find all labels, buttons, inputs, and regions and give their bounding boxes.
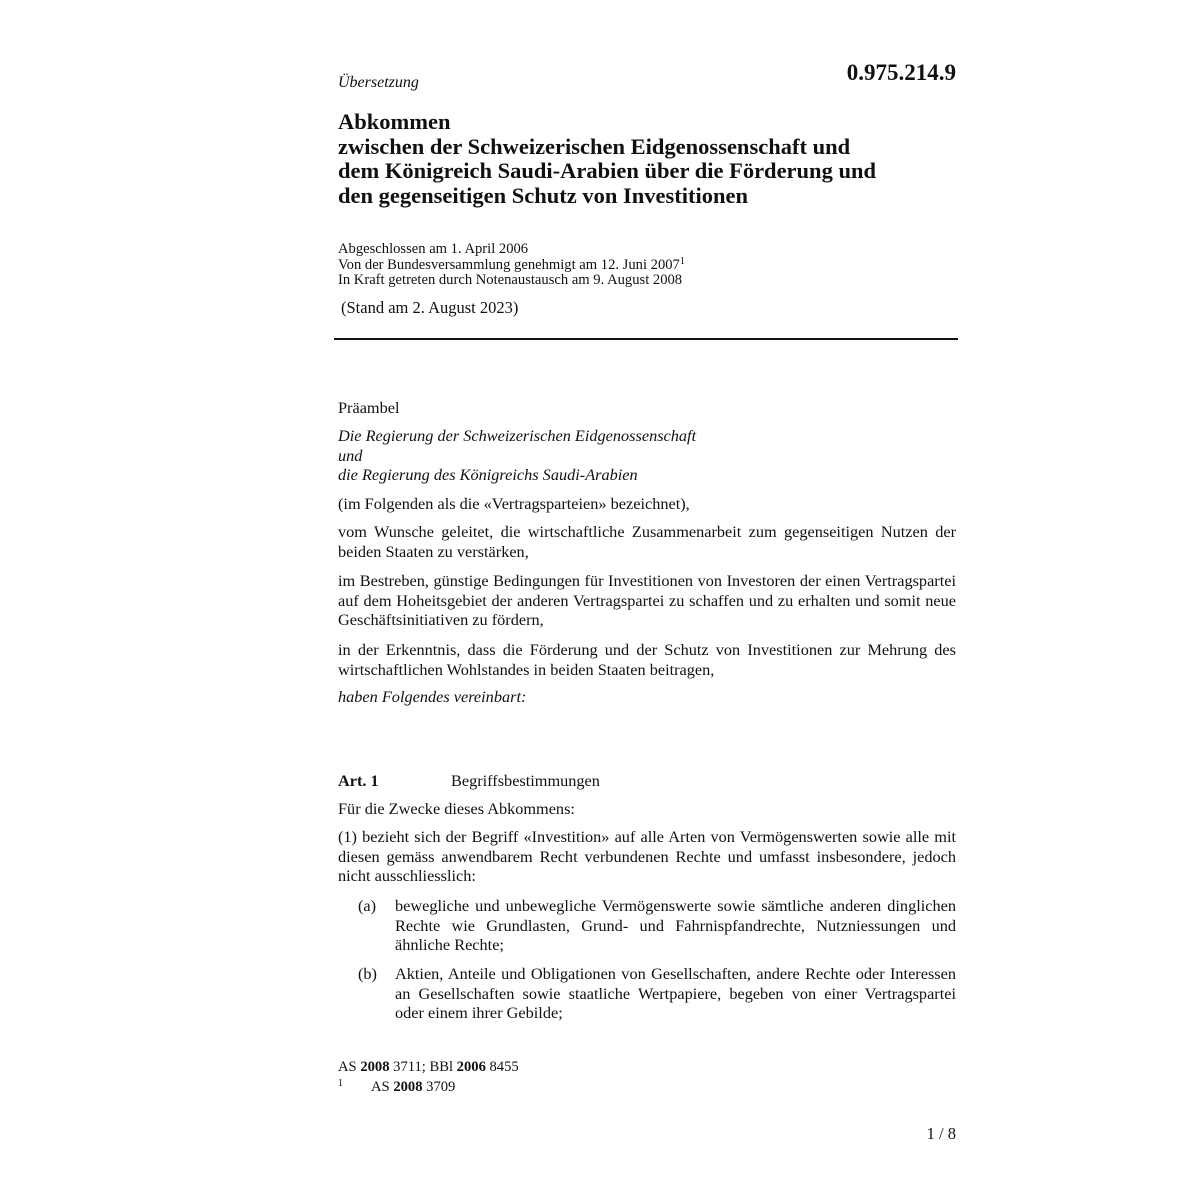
government-line: und	[338, 445, 363, 465]
title-line: den gegenseitigen Schutz von Investitionen	[338, 182, 749, 208]
government-line: Die Regierung der Schweizerischen Eidgenossenschaft	[338, 426, 697, 445]
document-title	[338, 110, 978, 208]
preamble-wish: vom Wunsche geleitet, die wirtschaftliche Zusammenarbeit zum gegenseitigen Nutzen der beiden Staaten zu verstärken,	[338, 522, 956, 561]
approval-line	[338, 255, 685, 274]
list-item-label: (a)	[358, 896, 377, 915]
article-heading	[338, 771, 600, 791]
ref-as-prefix: AS	[338, 1059, 361, 1075]
document-metadata	[338, 242, 685, 289]
list-item-text: Aktien, Anteile und Obligationen von Gesellschaften, andere Rechte oder Interessen an Gesellschaften sowie staatliche Wertpapiere, begeben von einer Vertragspartei oder einem ihrer Gebilde;	[395, 964, 956, 1022]
definition-investment: (1) bezieht sich der Begriff «Investition» auf alle Arten von Vermögenswerten sowie alle mit diesen gemäss anwendbarem Recht verbundenen Rechte und umfasst insbesondere, jedoch nicht ausschliesslich:	[338, 827, 956, 885]
preamble-heading: Präambel	[338, 398, 400, 417]
footnote-marker: 1	[679, 255, 685, 267]
ref-as-year: 2008	[360, 1059, 390, 1075]
approved-date: Von der Bundesversammlung genehmigt am 12. Juni 2007	[338, 256, 680, 273]
list-item-text: bewegliche und unbewegliche Vermögenswerte sowie sämtliche anderen dinglichen Rechte wie Grundlasten, Grund- und Fahrnispfandrechte, Nutzniessungen und ähnliche Rechte;	[395, 896, 956, 954]
preamble-recognition: in der Erkenntnis, dass die Förderung und der Schutz von Investitionen zur Mehrung des wirtschaftlichen Wohlstandes in beiden Staaten beitragen,	[338, 640, 956, 679]
footnote-year: 2008	[393, 1079, 423, 1095]
ref-as-page: 3711; BBl	[389, 1059, 457, 1075]
preamble-effort: im Bestreben, günstige Bedingungen für Investitionen von Investoren der einen Vertragspartei auf dem Hoheitsgebiet der anderen Vertragspartei zu schaffen und zu erhalten und somit neue Geschäftsinitiativen zu fördern,	[338, 571, 956, 629]
source-reference	[338, 1059, 519, 1075]
title-line: Abkommen	[338, 109, 451, 134]
list-item	[338, 896, 956, 955]
ref-bbl-page: 8455	[485, 1059, 519, 1075]
status-date: (Stand am 2. August 2023)	[341, 298, 519, 317]
sr-number: 0.975.214.9	[846, 60, 956, 85]
concluded-date: Abgeschlossen am 1. April 2006	[338, 241, 529, 257]
in-force-date: In Kraft getreten durch Notenaustausch am 9. August 2008	[338, 272, 683, 288]
title-line: dem Königreich Saudi-Arabien über die Förderung und	[338, 158, 876, 183]
footnote-page: 3709	[422, 1079, 456, 1095]
header-divider	[334, 338, 958, 340]
page-number: 1 / 8	[926, 1124, 956, 1143]
preamble-agreed: haben Folgendes vereinbart:	[338, 687, 527, 706]
preamble-parties: (im Folgenden als die «Vertragsparteien» bezeichnet),	[338, 494, 690, 513]
list-item-label: (b)	[358, 964, 377, 983]
list-item	[338, 964, 956, 1023]
article-title: Begriffsbestimmungen	[451, 771, 600, 790]
governments-block	[338, 426, 696, 485]
footnote: 1 AS 2008 3709	[338, 1078, 456, 1095]
footnote-as-prefix: AS	[371, 1079, 394, 1095]
ref-bbl-year: 2006	[456, 1059, 486, 1075]
title-line: zwischen der Schweizerischen Eidgenossenschaft und	[338, 133, 851, 159]
translation-label: Übersetzung	[338, 74, 419, 91]
article-intro: Für die Zwecke dieses Abkommens:	[338, 799, 575, 818]
article-number: Art. 1	[338, 771, 379, 790]
government-line: die Regierung des Königreichs Saudi-Arabien	[338, 465, 638, 484]
